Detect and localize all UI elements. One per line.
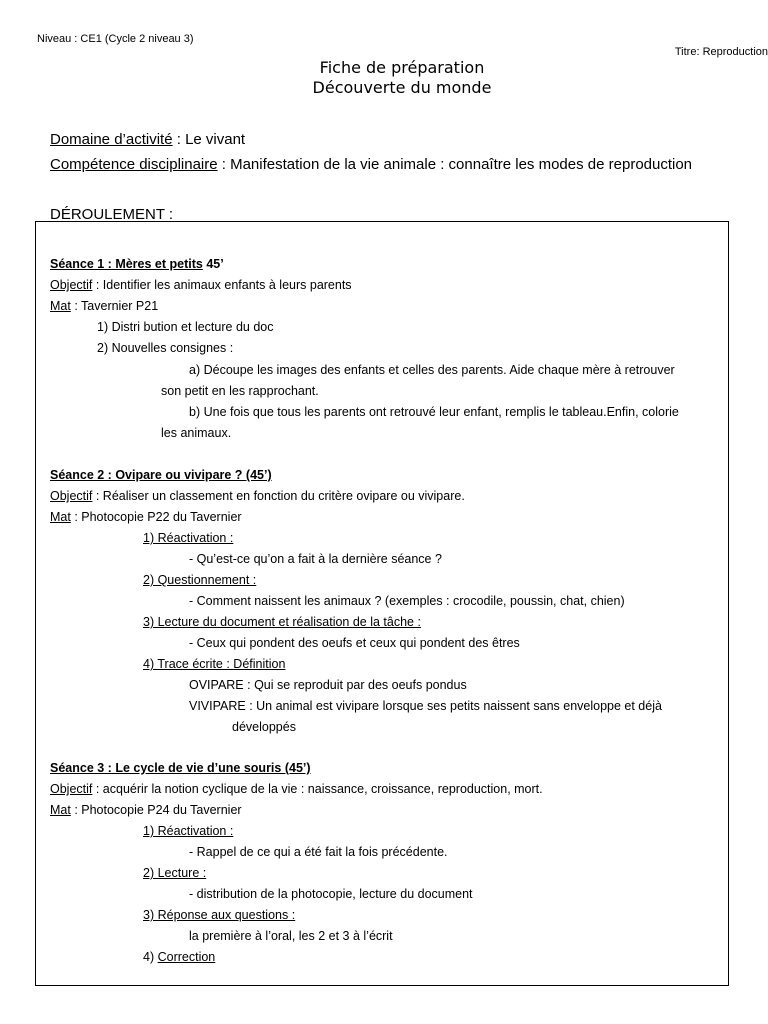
seance2-step1-detail: - Qu’est-ce qu’on a fait à la dernière séance ? [189, 552, 442, 566]
seance2-objectif [50, 488, 465, 504]
mat-label: Mat [50, 803, 71, 817]
objectif-label: Objectif [50, 278, 93, 292]
mat-label: Mat [50, 510, 71, 524]
definition-vivipare-cont: développés [232, 720, 296, 734]
seance3-step4-num: 4) [143, 950, 158, 964]
seance2-step3: 3) Lecture du document et réalisation de la tâche : [143, 615, 421, 629]
objectif-value: : Réaliser un classement en fonction du critère ovipare ou vivipare. [92, 489, 465, 503]
seance1-sub-b1: b) Une fois que tous les parents ont retrouvé leur enfant, remplis le tableau.Enfin, colorie [189, 405, 679, 419]
page-title: Fiche de préparation [319, 58, 485, 77]
seance3-step1: 1) Réactivation : [143, 824, 234, 838]
mat-value: : Tavernier P21 [70, 299, 159, 313]
definition-vivipare: VIVIPARE : Un animal est vivipare lorsque ses petits naissent sans enveloppe et déjà [189, 699, 662, 713]
seance1-step2: 2) Nouvelles consignes : [97, 341, 234, 355]
seance3-step2: 2) Lecture : [143, 866, 207, 880]
deroulement-heading: DÉROULEMENT : [50, 206, 174, 223]
mat-value: : Photocopie P24 du Tavernier [70, 803, 242, 817]
seance3-step3: 3) Réponse aux questions : [143, 908, 296, 922]
seance2-step1: 1) Réactivation : [143, 531, 234, 545]
seance2-step3-detail: - Ceux qui pondent des oeufs et ceux qui pondent des êtres [189, 636, 520, 650]
seance1-duration: 45’ [202, 257, 224, 271]
objectif-value: : acquérir la notion cyclique de la vie : naissance, croissance, reproduction, mort. [92, 782, 543, 796]
page-subtitle: Découverte du monde [312, 78, 492, 97]
domaine-line [50, 131, 245, 148]
seance1-sub-a1: a) Découpe les images des enfants et celles des parents. Aide chaque mère à retrouver [189, 363, 675, 377]
seance1-objectif [50, 277, 352, 293]
objectif-label: Objectif [50, 782, 93, 796]
seance1-mat [50, 298, 158, 314]
objectif-label: Objectif [50, 489, 93, 503]
seance2-mat [50, 509, 242, 525]
seance3-step4 [143, 949, 215, 965]
seance3-step4-label: Correction [157, 950, 216, 964]
mat-value: : Photocopie P22 du Tavernier [70, 510, 242, 524]
definition-ovipare: OVIPARE : Qui se reproduit par des oeufs pondus [189, 678, 467, 692]
seance3-step2-detail: - distribution de la photocopie, lecture du document [189, 887, 473, 901]
seance1-title [50, 256, 224, 272]
seance2-step2: 2) Questionnement : [143, 573, 257, 587]
seance3-objectif [50, 781, 543, 797]
seance2-title: Séance 2 : Ovipare ou vivipare ? (45’) [50, 468, 272, 482]
seance3-title: Séance 3 : Le cycle de vie d’une souris (45’) [50, 761, 311, 775]
competence-line [50, 156, 692, 173]
seance1-sub-b2: les animaux. [161, 426, 232, 440]
seance2-step4: 4) Trace écrite : Définition [143, 657, 286, 671]
mat-label: Mat [50, 299, 71, 313]
objectif-value: : Identifier les animaux enfants à leurs parents [92, 278, 352, 292]
niveau-text: Niveau : CE1 (Cycle 2 niveau 3) [37, 33, 194, 45]
seance1-sub-a2: son petit en les rapprochant. [161, 384, 319, 398]
seance3-mat [50, 802, 242, 818]
seance1-step1: 1) Distri bution et lecture du doc [97, 320, 274, 334]
seance3-step1-detail: - Rappel de ce qui a été fait la fois précédente. [189, 845, 448, 859]
domaine-value: : Le vivant [172, 131, 246, 148]
competence-label: Compétence disciplinaire [50, 156, 218, 173]
competence-value: : Manifestation de la vie animale : connaître les modes de reproduction [217, 156, 693, 173]
titre-text: Titre: Reproduction [674, 46, 768, 58]
seance2-step2-detail: - Comment naissent les animaux ? (exemples : crocodile, poussin, chat, chien) [189, 594, 625, 608]
domaine-label: Domaine d’activité [50, 131, 173, 148]
seance1-title-text: Séance 1 : Mères et petits [50, 257, 203, 271]
seance3-step3-detail: la première à l’oral, les 2 et 3 à l’écrit [189, 929, 393, 943]
